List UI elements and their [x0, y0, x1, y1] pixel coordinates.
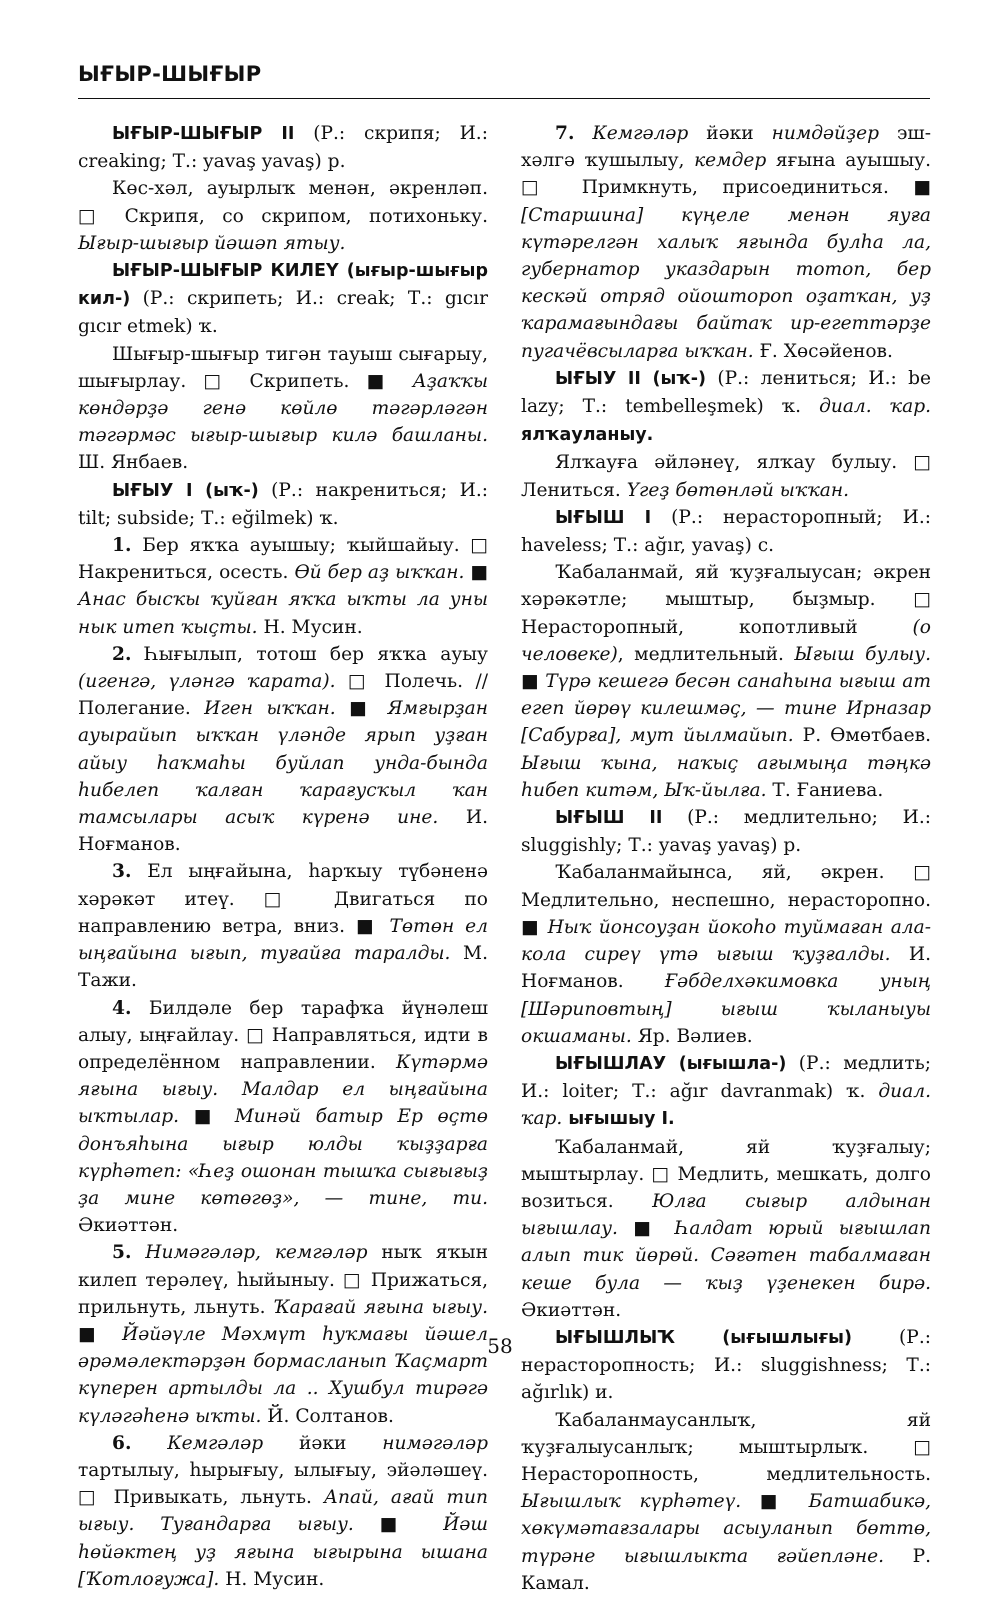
headword: ЫҒЫШЛЫҠ (ығышлығы)	[555, 1327, 852, 1348]
example: Төтөн ел ыңғайына ығып, туғайға таралды.	[78, 915, 488, 965]
entry-grammar: (Р.: нерасторопный; И.: haveless; Т.: ağır, yavaş) с.	[521, 506, 931, 557]
example: Апай, ағай тип ығыу. Туғандарға ығыу. ■ Йәш һөйәктең уҙ яғына ығырына ышана [Ҡотлоғужа].	[78, 1487, 488, 1590]
usage-note: диал. ҡар.	[819, 396, 932, 418]
definition-text: тартылыу, һырығыу, ылығыу, эйәләшеү. □ Привыкать, льнуть.	[78, 1459, 488, 1509]
source: Р. Өмөтбаев.	[793, 725, 931, 747]
usage-note: нимәгәләр	[382, 1432, 488, 1454]
source: И. Ноғманов.	[521, 944, 931, 993]
sense-number: 7.	[555, 123, 575, 144]
page-number: 58	[487, 1334, 513, 1358]
entry-grammar: (Р.: лениться; И.: be lazy; Т.: tembelleşmek) ҡ.	[521, 367, 932, 418]
sense-number: 4.	[112, 997, 132, 1019]
definition	[521, 1407, 931, 1597]
right-column	[521, 120, 931, 1597]
example: Юлға сығыр алдынан ығышлау. ■ Һалдат юрый ығышлап алып тик йөрөй. Сәғәтен табалмаған кеше була — ҡыҙ үҙенекен бирә.	[521, 1190, 931, 1294]
definition	[78, 341, 488, 477]
headword: ЫҒЫУ II (ыҡ-)	[555, 368, 707, 389]
definition	[521, 1134, 931, 1324]
entry-grammar: (Р.: скрипеть; И.: creak; Т.: gıcır gıcır etmek) ҡ.	[78, 288, 488, 338]
definition-text: йәки	[263, 1432, 383, 1454]
entry-ygysh-ii	[521, 804, 931, 859]
definition-text: Ҡабаланмай, яй ҡуҙғалыу; мыштырлау. □ Медлить, мешкать, долго возиться.	[521, 1136, 931, 1212]
usage-note: Нимәгәләр, кемгәләр	[131, 1242, 368, 1264]
example: Аҙаҡҡы көндәрҙә генә көйлө тәгәрләгән тәгәрмәс ығыр-шығыр килә башланы.	[78, 370, 488, 447]
definition-text: Һығылып, тотош бер яҡҡа ауыу	[131, 643, 488, 665]
source: Т. Ғаниева.	[766, 779, 884, 801]
usage-note: (игенгә, үләнгә ҡарата).	[78, 671, 336, 693]
definition-text: Ҡабаланмайынса, яй, әкрен. □ Медлительно, неспешно, нерасторопно. ■	[521, 862, 931, 938]
definition-text: Ялҡауға әйләнеү, ялҡау булыу. □ Лениться.	[521, 452, 931, 501]
cross-reference: ялҡауланыу.	[521, 425, 654, 446]
usage-note: диал. ҡар.	[521, 1081, 931, 1130]
definition	[78, 175, 488, 257]
entry-grammar: (Р.: скрипя; И.: creaking; Т.: yavaş yavaş) р.	[78, 123, 488, 173]
definition-text: ныҡ яҡын килеп терәлеү, һыйыныу. □ Прижаться, прильнуть, льнуть.	[78, 1242, 489, 1318]
headword: ЫҒЫУ I (ыҡ-)	[112, 480, 259, 501]
source: Й. Солтанов.	[261, 1405, 394, 1427]
source: М. Тажи.	[78, 943, 488, 992]
sense-1	[78, 532, 488, 641]
definition-text: Ҡабаланмаусанлыҡ, яй ҡуҙғалыусанлыҡ; мыштырлыҡ. □ Нерасторопность, медлительность.	[521, 1409, 931, 1485]
definition	[521, 559, 931, 804]
headword: ЫҒЫР-ШЫҒЫР КИЛЕҮ (ығыр-шығыр кил-)	[78, 261, 488, 310]
entry-ygyu-i	[78, 477, 488, 532]
definition-text: Ел ыңғайына, һарҡыу түбәненә хәрәкәт итеү. □ Двигаться по направлению ветра, вниз. ■	[78, 861, 488, 937]
entry-grammar: (Р.: накрениться; И.: tilt; subside; Т.: eğilmek) ҡ.	[78, 479, 488, 529]
source: Р. Камал.	[521, 1545, 931, 1594]
example: Өй бер аҙ ыҡҡан. ■ Анас бысҡы ҡуйған яҡҡа ыҡты ла уны нык итеп ҡыҫты.	[78, 562, 488, 638]
entry-grammar: (Р.: нерасторопность; И.: sluggishness; Т.: ağırlık) и.	[521, 1326, 931, 1404]
usage-note: нимдәйҙер	[771, 123, 880, 144]
source: Әкиәттән.	[521, 1299, 622, 1321]
usage-note: кемдер	[694, 150, 767, 172]
example: Ығышлыҡ күрһәтеү. ■ Батшабикә, хөкүмәтағзалары асыуланып бөттө, түрәне ығышлыкта ғәйепләне.	[521, 1491, 931, 1567]
example: [Старшина] күңеле менән яуға күтәрелгән халыҡ яғында булһа ла, губернатор указдарын тотоп, бер кескәй отряд ойоштороп оҙатҡан, уҙ ҡарамағындағы байтаҡ ир-егеттәрҙе пугачёвсыларға ыҡҡан.	[521, 204, 931, 362]
running-head: ЫҒЫР-ШЫҒЫР	[78, 62, 262, 86]
sense-4	[78, 995, 488, 1240]
example: Иген ыҡҡан. ■ Ямғырҙан ауырайып ыҡҡан үләнде ярып уҙған айыу һаҡмаһы буйлап унда-бында һибелеп ҡалған ҡарағусҡыл ҡан тамсылары асыҡ күренә ине.	[78, 698, 488, 829]
source: Ғ. Хөсәйенов.	[753, 340, 893, 362]
example: Ығыр-шығыр йәшәп ятыу.	[78, 232, 346, 254]
definition-text: яғына ауышыу. □ Примкнуть, присоединиться. ■	[521, 150, 932, 199]
definition-text: □ Полечь. // Полегание.	[78, 671, 488, 720]
sense-number: 3.	[112, 861, 132, 883]
example: Күтәрмә яғына ығыу. Малдар ел ыңғайына ыҡтылар. ■ Минәй батыр Ер өҫтө донъяһына ығыр юлды ҡыҙҙарға күрһәтеп: «Һеҙ ошонан тышҡа сығығыҙ ҙа мине көтөгөҙ», — тине, ти.	[78, 1051, 488, 1209]
definition-text: эш-хәлгә ҡушылыу,	[521, 123, 931, 172]
left-column	[78, 120, 488, 1593]
sense-7	[521, 120, 931, 365]
sense-6	[78, 1430, 488, 1593]
entry-ygyr-shygyr-kileu	[78, 257, 488, 341]
entry-ygyu-ii	[521, 365, 931, 450]
headword: ЫҒЫР-ШЫҒЫР II	[112, 124, 295, 144]
entry-grammar: (Р.: медлить; И.: loiter; Т.: ağır davranmak) ҡ.	[521, 1052, 931, 1103]
definition-text: Шығыр-шығыр тигән тауыш сығарыу, шығырлау. □ Скрипеть. ■	[78, 343, 488, 392]
entry-grammar: (Р.: медлительно; И.: sluggishly; Т.: yavaş yavaş) р.	[521, 807, 931, 857]
headword: ЫҒЫШ I	[555, 507, 652, 528]
example: Ҡарағай яғына ығыу. ■ Йәйәүле Мәхмүт һуҡмағы йәшел әрәмәлектәрҙән бормасланып Ҡаҫмарт күперен артылды ла .. Хушбул тирәгә күләгәһенә ыҡты.	[78, 1296, 488, 1427]
usage-note: Кемгәләр	[574, 123, 689, 144]
sense-3	[78, 858, 488, 994]
usage-note: (о человеке)	[521, 616, 931, 665]
example: Ғәбделхәкимовка уның [Шәриповтың] ығыш ҡыланыуы окшаманы.	[521, 971, 931, 1047]
sense-number: 1.	[112, 535, 132, 557]
header-rule	[78, 98, 930, 99]
definition-text: Көс-хәл, ауырлыҡ менән, әкренләп. □ Скрипя, со скрипом, потихоньку.	[78, 178, 488, 227]
definition-text: йәки	[688, 123, 772, 144]
definition-text: Билдәле бер тарафҡа йүнәлеш алыу, ыңғайлау. □ Направляться, идти в определённом направлении.	[78, 997, 488, 1073]
usage-note: Кемгәләр	[131, 1432, 264, 1454]
source: И. Ноғманов.	[78, 807, 488, 856]
entry-ygysh-i	[521, 504, 931, 559]
entry-ygyr-shygyr-ii	[78, 120, 488, 175]
example: Ығыш булыу. ■ Түрә кешегә бесән санаһына ығыш ат егеп йөрөү килешмәҫ, — тине Ирназар [Сабурға], мут йылмайып.	[521, 643, 931, 747]
definition-text: , медлительный.	[617, 643, 795, 665]
headword: ЫҒЫШ II	[555, 808, 663, 829]
definition	[521, 449, 931, 503]
sense-number: 2.	[112, 643, 132, 665]
definition	[521, 859, 931, 1049]
source: Н. Мусин.	[257, 616, 363, 638]
example: Ығыш ҡына, наҡыҫ ағымыңа тәңкә һибеп китәм, Ыҡ-йылға.	[521, 752, 931, 801]
example: Үгеҙ бөтөнләй ыҡҡан.	[626, 479, 850, 501]
source: Н. Мусин.	[219, 1568, 325, 1590]
definition-text: Ҡабаланмай, яй ҡуҙғалыусан; әкрен хәрәкәтле; мыштыр, быҙмыр. □ Нерасторопный, копотливый	[521, 562, 931, 638]
definition-text: Бер яҡҡа ауышыу; ҡыйшайыу. □ Накрениться, осесть.	[78, 535, 488, 584]
headword: ЫҒЫШЛАУ (ығышла-)	[555, 1053, 787, 1074]
sense-number: 6.	[112, 1432, 132, 1454]
source: Ш. Янбаев.	[78, 452, 189, 474]
entry-ygyshlau	[521, 1050, 931, 1134]
sense-number: 5.	[112, 1242, 132, 1264]
source: Әкиәттән.	[78, 1215, 179, 1237]
source: Яр. Вәлиев.	[631, 1025, 753, 1047]
example: Ныҡ йонсоуҙан йокоһо туймаған ала-кола сиреү үтә ығыш ҡуҙғалды.	[521, 916, 931, 966]
cross-reference: ығышыу I.	[562, 1109, 675, 1130]
sense-2	[78, 641, 488, 859]
